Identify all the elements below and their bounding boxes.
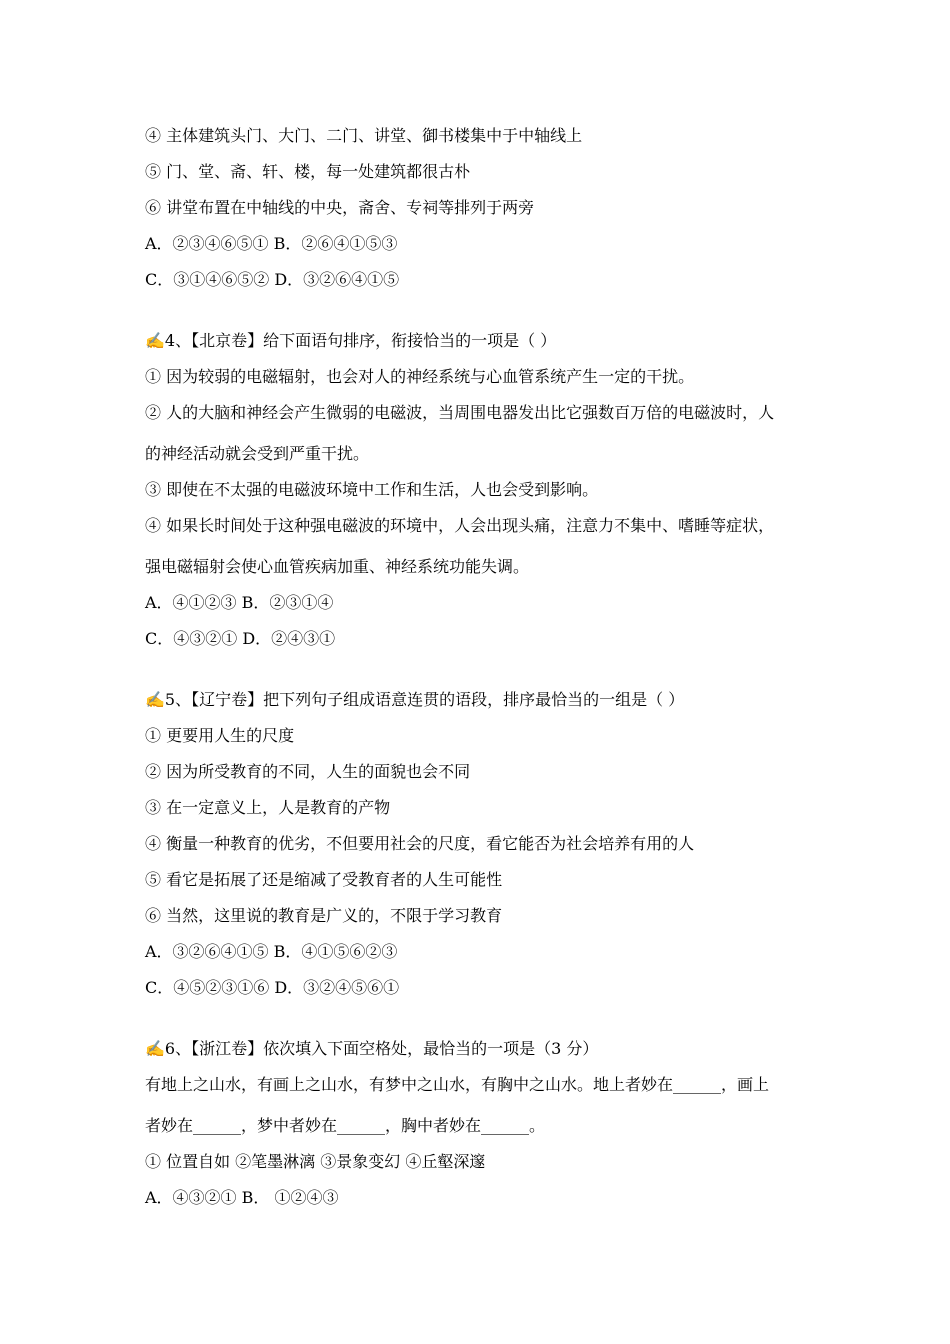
sentence-2: ② 人的大脑和神经会产生微弱的电磁波，当周围电器发出比它强数百万倍的电磁波时，人 — [145, 403, 775, 422]
answer-line-cd: C．④③②① D．②④③① — [145, 629, 336, 648]
answer-line-ab: A．③②⑥④①⑤ B．④①⑤⑥②③ — [145, 942, 398, 961]
answer-line-ab: A．④③②① B． ①②④③ — [145, 1188, 339, 1207]
answer-line-ab: A．②③④⑥⑤① B．②⑥④①⑤③ — [145, 234, 398, 253]
sentence-2-continued: 的神经活动就会受到严重干扰。 — [145, 444, 370, 463]
question-6-title: ✍6、【浙江卷】依次填入下面空格处，最恰当的一项是（3 分） — [145, 1039, 599, 1058]
sentence-2: ② 因为所受教育的不同，人生的面貌也会不同 — [145, 762, 471, 781]
sentence-4: ④ 如果长时间处于这种强电磁波的环境中，人会出现头痛，注意力不集中、嗜睡等症状， — [145, 516, 775, 535]
sentence-4-continued: 强电磁辐射会使心血管疾病加重、神经系统功能失调。 — [145, 557, 530, 576]
sentence-3: ③ 在一定意义上，人是教育的产物 — [145, 798, 391, 817]
sentence-4: ④ 衡量一种教育的优劣，不但要用社会的尺度，看它能否为社会培养有用的人 — [145, 834, 695, 853]
sentence-1: ① 因为较弱的电磁辐射，也会对人的神经系统与心血管系统产生一定的干扰。 — [145, 367, 695, 386]
passage-line-1: 有地上之山水，有画上之山水，有梦中之山水，有胸中之山水。地上者妙在______，画上 — [145, 1075, 770, 1094]
answer-line-ab: A．④①②③ B．②③①④ — [145, 593, 334, 612]
passage-line-2: 者妙在______，梦中者妙在______，胸中者妙在______。 — [145, 1116, 546, 1135]
question-5-title: ✍5、【辽宁卷】把下列句子组成语意连贯的语段，排序最恰当的一组是（ ） — [145, 690, 685, 709]
sentence-3: ③ 即使在不太强的电磁波环境中工作和生活，人也会受到影响。 — [145, 480, 599, 499]
question-4-title: ✍4、【北京卷】给下面语句排序，衔接恰当的一项是（ ） — [145, 331, 557, 350]
answer-line-cd: C．③①④⑥⑤② D．③②⑥④①⑤ — [145, 270, 400, 289]
option-line-4: ④ 主体建筑头门、大门、二门、讲堂、御书楼集中于中轴线上 — [145, 126, 583, 145]
answer-line-cd: C．④⑤②③①⑥ D．③②④⑤⑥① — [145, 978, 400, 997]
choice-items: ① 位置自如 ②笔墨淋漓 ③景象变幻 ④丘壑深邃 — [145, 1152, 486, 1171]
sentence-5: ⑤ 看它是拓展了还是缩减了受教育者的人生可能性 — [145, 870, 503, 889]
option-line-6: ⑥ 讲堂布置在中轴线的中央，斋舍、专祠等排列于两旁 — [145, 198, 535, 217]
option-line-5: ⑤ 门、堂、斋、轩、楼，每一处建筑都很古朴 — [145, 162, 471, 181]
sentence-1: ① 更要用人生的尺度 — [145, 726, 295, 745]
sentence-6: ⑥ 当然，这里说的教育是广义的，不限于学习教育 — [145, 906, 503, 925]
